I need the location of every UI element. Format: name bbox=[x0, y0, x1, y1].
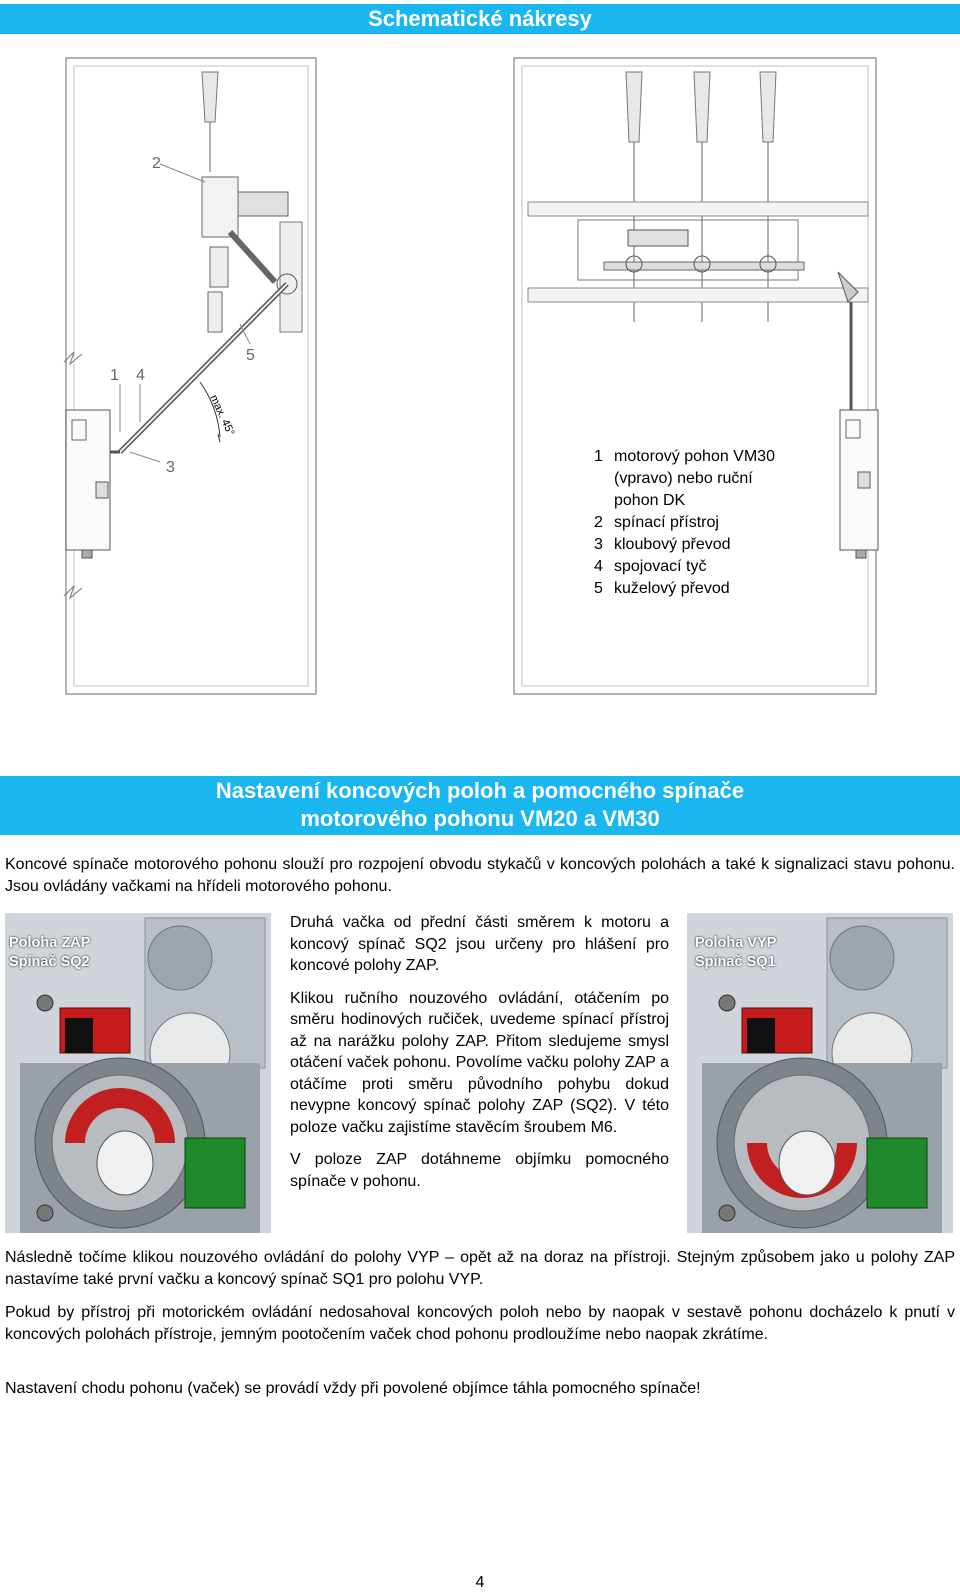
photo-label-vyp bbox=[695, 934, 776, 972]
legend-item bbox=[594, 556, 775, 578]
body-paragraph-1: Následně točíme klikou nouzového ovládání do polohy VYP – opět až na doraz na přístroji. Stejným způsobem jako u polohy ZAP nastavíme také první vačku a koncový spínač SQ1 pro polohu VYP. bbox=[5, 1249, 955, 1288]
header-title: Schematické nákresy bbox=[368, 6, 592, 31]
legend-num: 1 bbox=[594, 448, 603, 465]
instructions-column bbox=[290, 912, 669, 1203]
photo-label-vyp-line2: Spínač SQ1 bbox=[695, 954, 776, 970]
legend-num: 5 bbox=[594, 580, 603, 597]
legend-num: 2 bbox=[594, 514, 603, 531]
body-paragraph-3: Nastavení chodu pohonu (vaček) se provádí vždy při povolené objímce táhla pomocného spínače! bbox=[5, 1380, 701, 1397]
angle-label: max. 45° bbox=[207, 393, 237, 438]
instructions-p1: Druhá vačka od přední části směrem k motoru a koncový spínač SQ2 jsou určeny pro hlášení pro koncové polohy ZAP. bbox=[290, 914, 669, 974]
legend-num: 3 bbox=[594, 536, 603, 553]
legend-num: 4 bbox=[594, 558, 603, 575]
legend-item bbox=[594, 446, 775, 512]
photo-label-vyp-line1: Poloha VYP bbox=[695, 935, 777, 951]
callout-1: 1 bbox=[110, 367, 119, 384]
page-header bbox=[0, 4, 960, 34]
schematic-drawing-right bbox=[508, 52, 884, 700]
intro-paragraph: Koncové spínače motorového pohonu slouží pro rozpojení obvodu stykačů v koncových polohách a také k signalizaci stavu pohonu. Jsou ovládány vačkami na hřídeli motorového pohonu. bbox=[5, 856, 955, 895]
legend-text: kloubový převod bbox=[614, 536, 731, 553]
legend-text: spínací přístroj bbox=[614, 514, 719, 531]
callout-4: 4 bbox=[136, 367, 145, 384]
instructions-p3: V poloze ZAP dotáhneme objímku pomocného spínače v pohonu. bbox=[290, 1151, 669, 1190]
legend bbox=[594, 446, 775, 600]
legend-text: kuželový převod bbox=[614, 580, 730, 597]
instructions-p2: Klikou ručního nouzového ovládání, otáčením po směru hodinových ručiček, uvedeme spínací přístroj až na narážku polohy ZAP. Přitom sledujeme smysl otáčení vaček pohonu. Povolíme vačku polohy ZAP a otáčíme proti směru původního pohybu dokud nevypne koncový spínač polohy ZAP (SQ2). V této poloze vačku zajistíme stavěcím šroubem M6. bbox=[290, 989, 669, 1136]
legend-item bbox=[594, 534, 775, 556]
callout-3: 3 bbox=[166, 459, 175, 476]
legend-item bbox=[594, 578, 775, 600]
callout-2: 2 bbox=[152, 155, 161, 172]
legend-text: motorový pohon VM30 (vpravo) nebo ruční pohon DK bbox=[614, 448, 775, 509]
photo-position-zap bbox=[5, 913, 271, 1233]
schematic-drawing-left bbox=[60, 52, 328, 700]
legend-item bbox=[594, 512, 775, 534]
legend-text: spojovací tyč bbox=[614, 558, 707, 575]
callout-5: 5 bbox=[246, 347, 255, 364]
section-header bbox=[0, 776, 960, 835]
page-number: 4 bbox=[475, 1574, 485, 1591]
photo-label-zap bbox=[9, 934, 90, 972]
body-paragraph-2: Pokud by přístroj při motorickém ovládání nedosahoval koncových poloh nebo by naopak v sestavě pohonu docházelo k pnutí v koncových polohách přístroje, jemným pootočením vaček chod pohonu prodloužíme nebo naopak zkrátíme. bbox=[5, 1304, 955, 1343]
section-title-line2: motorového pohonu VM20 a VM30 bbox=[300, 806, 660, 831]
photo-label-zap-line2: Spínač SQ2 bbox=[9, 954, 90, 970]
photo-position-vyp bbox=[687, 913, 953, 1233]
section-title-line1: Nastavení koncových poloh a pomocného spínače bbox=[215, 778, 745, 803]
photo-label-zap-line1: Poloha ZAP bbox=[9, 935, 91, 951]
